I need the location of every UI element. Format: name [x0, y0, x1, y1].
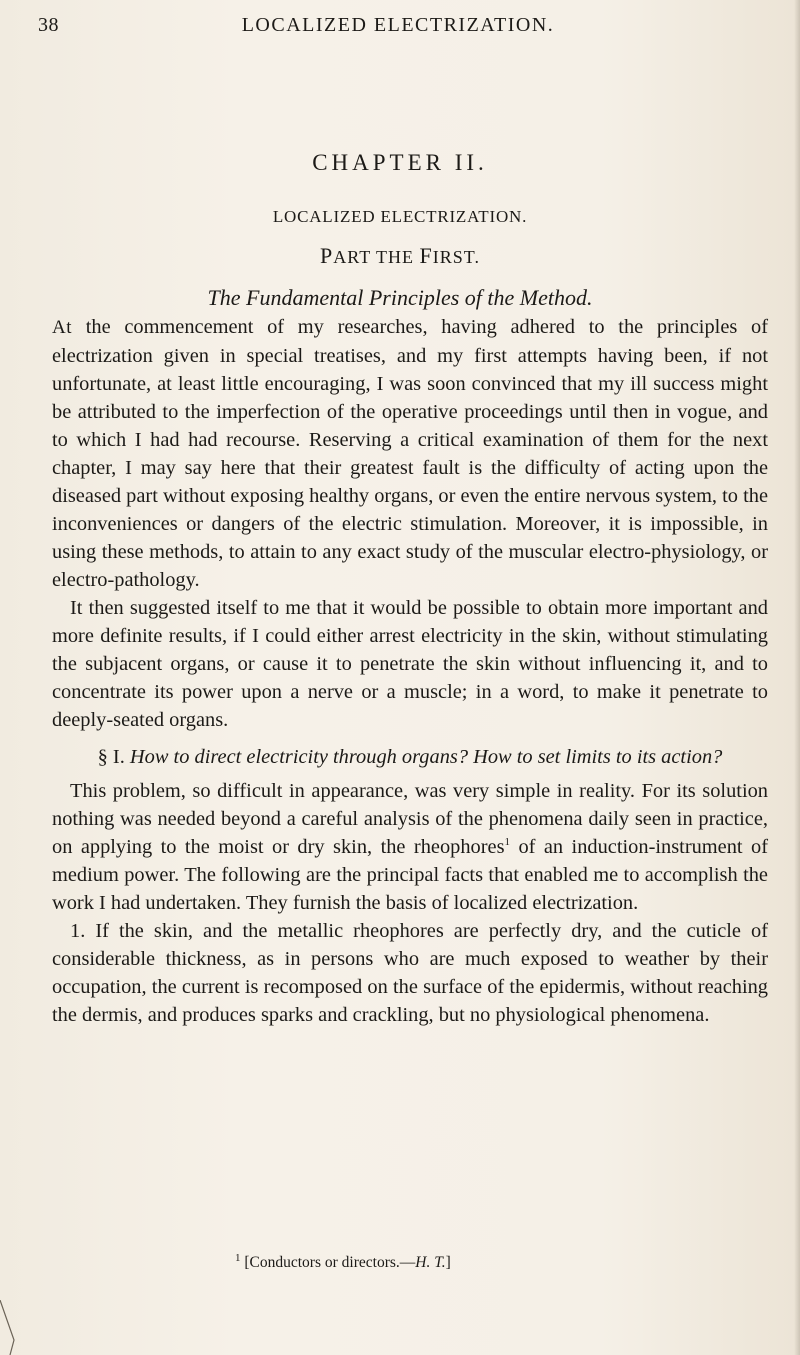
- section-heading: [52, 743, 768, 771]
- section-heading-text: How to direct electricity through organs? How to set limits to its action?: [129, 746, 723, 768]
- page-header: [38, 14, 758, 40]
- paragraph-3-text-b: of an induction-instrument of medium power. The following are the principal facts that enabled me to accomplish the work I had undertaken. They furnish the basis of localized electrization.: [52, 836, 768, 914]
- footnote-initials: H. T.: [415, 1254, 446, 1271]
- section-mark: § I.: [97, 746, 125, 768]
- footnote: [235, 1251, 755, 1272]
- part-title-rest-1: ART THE: [333, 247, 420, 267]
- paragraph-3-text-a: This problem, so difficult in appearance, was very simple in reality. For its solution nothing was needed beyond a careful analysis of the phenomena daily seen in practice, on applying to the moist or dry skin, the rheophores: [52, 780, 768, 858]
- body-text: [52, 313, 768, 1029]
- page-fold-mark: [0, 1300, 20, 1355]
- part-title-rest-2: IRST.: [432, 247, 480, 267]
- chapter-title: CHAPTER II.: [312, 150, 488, 175]
- part-title: [0, 243, 800, 269]
- footnote-reference: 1: [504, 836, 511, 849]
- paragraph-1-lead: At: [52, 317, 72, 338]
- paragraph-1: [52, 313, 768, 594]
- page-number: 38: [38, 14, 59, 36]
- part-title-initial-1: P: [320, 243, 334, 268]
- paragraph-1-text: the commencement of my researches, having adhered to the principles of electrization given in special treatises, and my first attempts having been, if not unfortunate, at least little encouraging, I was soon convinced that my ill success might be attributed to the imperfection of the operative proceedings until then in vogue, and to which I had had recourse. Reserving a critical examination of them for the next chapter, I may say here that their greatest fault is the difficulty of acting upon the diseased part without exposing healthy organs, or even the entire nervous system, to the inconveniences or dangers of the electric stimulation. Moreover, it is impossible, in using these methods, to attain to any exact study of the muscular electro-physiology, or electro-pathology.: [52, 316, 768, 591]
- page-edge-shadow: [794, 0, 800, 1355]
- part-title-initial-2: F: [419, 243, 433, 268]
- paragraph-3: [52, 777, 768, 917]
- footnote-close: ]: [445, 1254, 451, 1271]
- running-head: LOCALIZED ELECTRIZATION.: [241, 14, 555, 36]
- footnote-text: [Conductors or directors.—: [244, 1254, 416, 1271]
- section-title: LOCALIZED ELECTRIZATION.: [272, 207, 528, 226]
- chapter-subtitle: The Fundamental Principles of the Method.: [207, 285, 593, 310]
- paragraph-2: It then suggested itself to me that it would be possible to obtain more important and more definite results, if I could either arrest electricity in the skin, without stimulating the subjacent organs, or cause it to penetrate the skin without influencing it, and to concentrate its power upon a nerve or a muscle; in a word, to make it penetrate to deeply-seated organs.: [52, 597, 768, 731]
- paragraph-4: 1. If the skin, and the metallic rheophores are perfectly dry, and the cuticle of considerable thickness, as in persons who are much exposed to weather by their occupation, the current is recomposed on the surface of the epidermis, without reaching the dermis, and produces sparks and crackling, but no physiological phenomena.: [52, 920, 768, 1026]
- footnote-number: 1: [235, 1251, 241, 1264]
